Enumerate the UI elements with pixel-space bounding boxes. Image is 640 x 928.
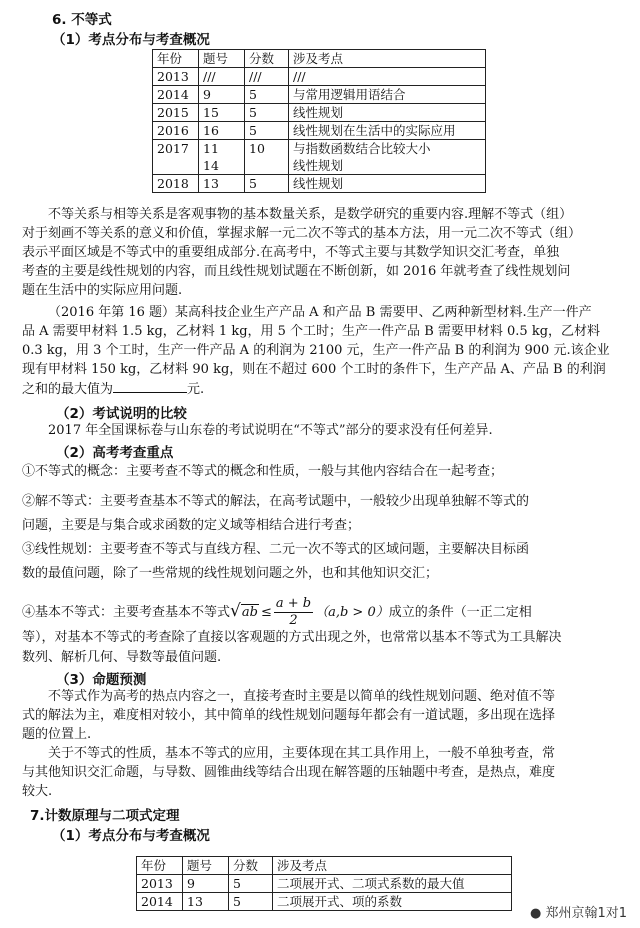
k4-condition: （a,b > 0） xyxy=(315,605,389,620)
key-point-3-line2: 数的最值问题，除了一些常规的线性规划问题之外，也和其他知识交汇； xyxy=(22,566,439,581)
prediction-line: 式的解法为主，难度相对较小，其中简单的线性规划问题每年都会有一道试题，多出现在选择 xyxy=(22,708,556,723)
table-cell: 13 xyxy=(183,893,229,911)
subtitle-comparison: （2）考试说明的比较 xyxy=(56,406,187,422)
table-cell: 二项展开式、项的系数 xyxy=(273,893,512,911)
table-cell: 2018 xyxy=(153,175,199,193)
table-row xyxy=(153,140,486,175)
key-point-4-line1 xyxy=(22,592,532,632)
prediction-line: 题的位置上. xyxy=(22,727,92,742)
table-header-cell: 涉及考点 xyxy=(289,50,486,68)
key-point-2-line1: ②解不等式：主要考查基本不等式的解法，在高考试题中，一般较少出现单独解不等式的 xyxy=(22,494,530,509)
table-header-cell: 涉及考点 xyxy=(273,857,512,875)
subtitle-key-points: （2）高考考查重点 xyxy=(56,445,174,461)
table-cell: 15 xyxy=(199,104,245,122)
table-cell: /// xyxy=(289,68,486,86)
section-6-subtitle-distribution: （1）考点分布与考查概况 xyxy=(52,32,210,48)
subtitle-prediction: （3）命题预测 xyxy=(56,672,147,688)
table-header-cell: 分数 xyxy=(245,50,289,68)
table-cell: 16 xyxy=(199,122,245,140)
table-cell: 2014 xyxy=(153,86,199,104)
key-point-2-line2: 问题，主要是与集合或求函数的定义域等相结合进行考查； xyxy=(22,518,361,533)
table-cell: 9 xyxy=(199,86,245,104)
prediction-line: 关于不等式的性质，基本不等式的应用，主要体现在其工具作用上，一般不单独考查，常 xyxy=(48,746,556,761)
prediction-line: 较大. xyxy=(22,784,53,799)
key-point-3-line1: ③线性规划：主要考查不等式与直线方程、二元一次不等式的区域问题，主要解决目标函 xyxy=(22,542,530,557)
table-row xyxy=(137,893,512,911)
answer-blank xyxy=(113,379,187,393)
table-row xyxy=(153,104,486,122)
sqrt-sign: √ xyxy=(230,601,241,621)
fraction-numerator: a + b xyxy=(275,596,312,611)
table-cell: 2016 xyxy=(153,122,199,140)
problem-unit: 元. xyxy=(187,382,205,397)
table-cell: 5 xyxy=(229,875,273,893)
intro-line: 表示平面区域是不等式中的重要组成部分.在高考中，不等式主要与其数学知识交汇考查，单独 xyxy=(22,245,560,260)
sqrt-radicand: ab xyxy=(241,605,258,620)
problem-line: （2016 年第 16 题）某高科技企业生产产品 A 和产品 B 需要甲、乙两种新型材料.生产一件产 xyxy=(48,305,592,320)
key-point-4-line3: 数列、解析几何、导数等最值问题. xyxy=(22,650,222,665)
table-cell: 线性规划 xyxy=(289,175,486,193)
table-cell: 2015 xyxy=(153,104,199,122)
comparison-text: 2017 年全国课标卷与山东卷的考试说明在“不等式”部分的要求没有任何差异. xyxy=(48,423,493,438)
k4-prefix: ④基本不等式：主要考查基本不等式 xyxy=(22,605,231,620)
watermark-text: 郑州京翰1对1 xyxy=(545,906,627,921)
section-6-title: 6. 不等式 xyxy=(52,12,112,28)
table-cell: /// xyxy=(245,68,289,86)
table-header-cell: 年份 xyxy=(137,857,183,875)
problem-line-last xyxy=(22,379,622,399)
table-row xyxy=(137,875,512,893)
wechat-icon: ● xyxy=(529,906,542,921)
problem-last-text: 之和的最大值为 xyxy=(22,382,114,397)
problem-line: 0.3 kg，用 3 个工时，生产一件产品 A 的利润为 2100 元，生产一件产品 B 的利润为 900 元.该企业 xyxy=(22,343,610,358)
intro-line: 不等关系与相等关系是客观事物的基本数量关系，是数学研究的重要内容.理解不等式（组） xyxy=(48,207,573,222)
table-cell: 5 xyxy=(245,104,289,122)
table-cell: 与指数函数结合比较大小 线性规划 xyxy=(289,140,486,175)
table-cell: 13 xyxy=(199,175,245,193)
table-row xyxy=(153,122,486,140)
prediction-line: 与其他知识交汇命题，与导数、圆锥曲线等结合出现在解答题的压轴题中考查，是热点，难度 xyxy=(22,765,556,780)
table-cell: 二项展开式、二项式系数的最大值 xyxy=(273,875,512,893)
exam-distribution-table-7 xyxy=(136,856,512,911)
key-point-4-line2: 等），对基本不等式的考查除了直接以客观题的方式出现之外，也常常以基本不等式为工具解决 xyxy=(22,630,562,645)
table-row xyxy=(153,68,486,86)
problem-line: 品 A 需要甲材料 1.5 kg，乙材料 1 kg，用 5 个工时；生产一件产品 B 需要甲材料 0.5 kg，乙材料 xyxy=(22,324,601,339)
table-cell: 5 xyxy=(245,122,289,140)
table-header-row xyxy=(137,857,512,875)
fraction xyxy=(274,596,313,629)
table-header-cell: 题号 xyxy=(199,50,245,68)
table-cell: /// xyxy=(199,68,245,86)
table-cell: 2017 xyxy=(153,140,199,175)
table-cell: 5 xyxy=(245,86,289,104)
table-header-cell: 年份 xyxy=(153,50,199,68)
table-cell: 5 xyxy=(245,175,289,193)
prediction-line: 不等式作为高考的热点内容之一，直接考查时主要是以简单的线性规划问题、绝对值不等 xyxy=(48,689,556,704)
k4-postfix: 成立的条件（一正二定相 xyxy=(388,605,532,620)
example-problem xyxy=(22,303,622,399)
prediction-paragraph-2 xyxy=(22,744,622,801)
table-cell: 11 14 xyxy=(199,140,245,175)
table-cell: 2013 xyxy=(137,875,183,893)
table-cell: 与常用逻辑用语结合 xyxy=(289,86,486,104)
problem-line: 现有甲材料 150 kg，乙材料 90 kg，则在不超过 600 个工时的条件下，生产产品 A、产品 B 的利润 xyxy=(22,362,606,377)
intro-line: 对于刻画不等关系的意义和价值，掌握求解一元二次不等式的基本方法，用一元二次不等式（组） xyxy=(22,226,582,241)
table-header-row xyxy=(153,50,486,68)
table-cell: 10 xyxy=(245,140,289,175)
table-row xyxy=(153,175,486,193)
section-7-subtitle-distribution: （1）考点分布与考查概况 xyxy=(52,828,210,844)
exam-distribution-table-6 xyxy=(152,49,486,193)
table-cell: 5 xyxy=(229,893,273,911)
fraction-denominator: 2 xyxy=(289,613,298,628)
table-header-cell: 分数 xyxy=(229,857,273,875)
intro-line: 题在生活中的实际应用问题. xyxy=(22,283,183,298)
table-cell: 2014 xyxy=(137,893,183,911)
table-cell: 9 xyxy=(183,875,229,893)
table-cell: 线性规划 xyxy=(289,104,486,122)
watermark xyxy=(527,901,630,922)
le-sign: ≤ xyxy=(260,605,272,620)
intro-paragraph xyxy=(22,205,622,300)
section-7-title: 7.计数原理与二项式定理 xyxy=(30,808,180,824)
prediction-paragraph-1 xyxy=(22,687,622,744)
table-cell: 线性规划在生活中的实际应用 xyxy=(289,122,486,140)
intro-line: 考查的主要是线性规划的内容，而且线性规划试题在不断创新，如 2016 年就考查了线性规划问 xyxy=(22,264,571,279)
table-row xyxy=(153,86,486,104)
key-point-1: ①不等式的概念：主要考查不等式的概念和性质，一般与其他内容结合在一起考查； xyxy=(22,464,504,479)
table-header-cell: 题号 xyxy=(183,857,229,875)
table-cell: 2013 xyxy=(153,68,199,86)
